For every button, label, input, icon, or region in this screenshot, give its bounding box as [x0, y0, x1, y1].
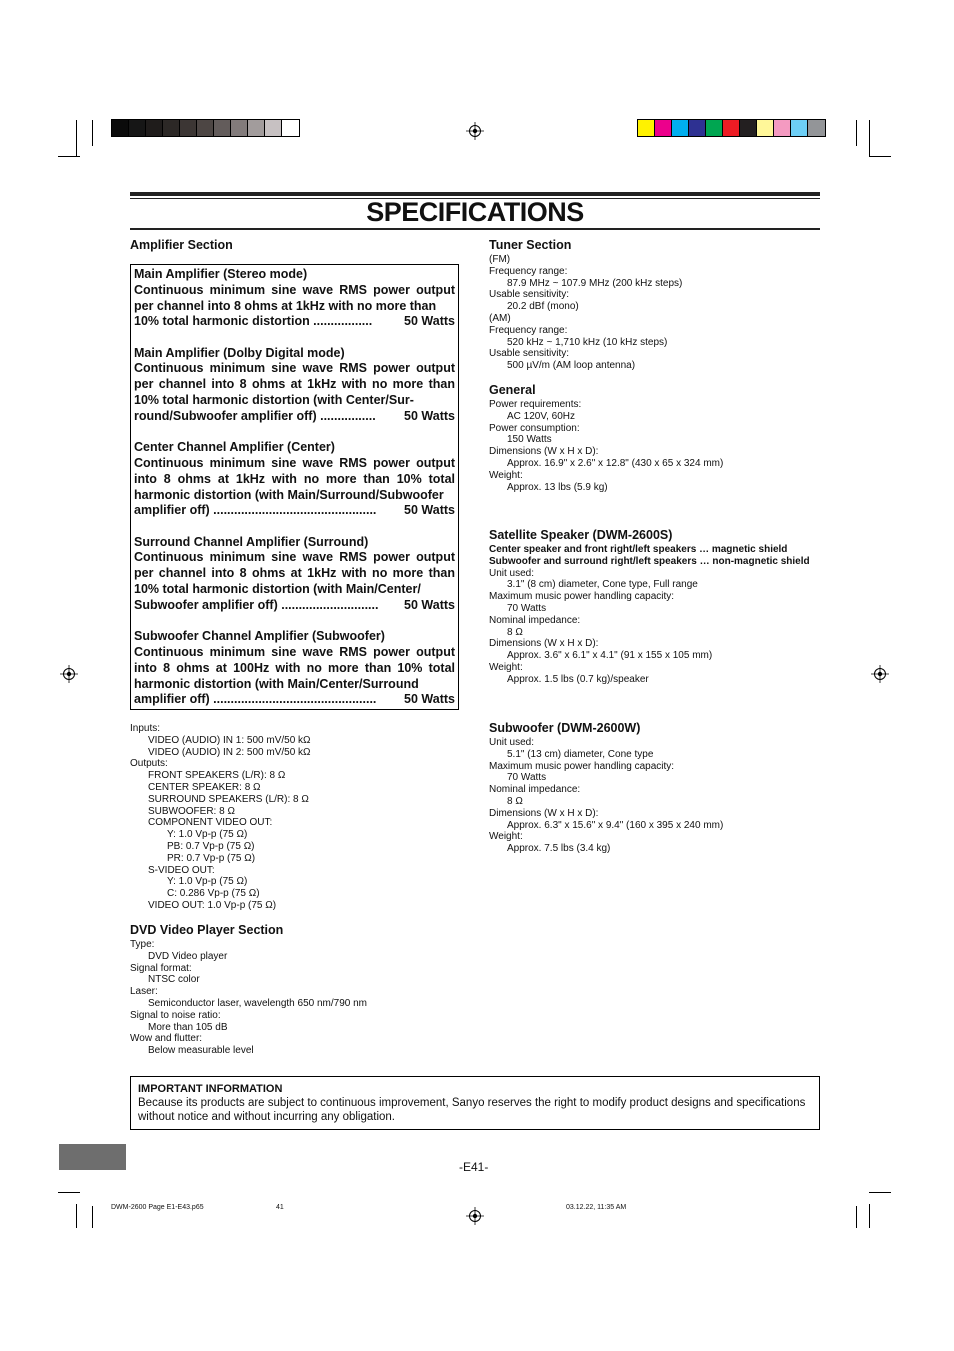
satellite-spec-list: [489, 544, 810, 686]
color-swatch: [672, 120, 689, 136]
spec-label: Signal to noise ratio:: [130, 1009, 221, 1021]
spec-label: Weight:: [489, 469, 523, 481]
spec-value: Y: 1.0 Vp-p (75 Ω): [167, 876, 248, 888]
registration-mark-icon: [871, 665, 889, 683]
satellite-spec-lines: [489, 568, 810, 686]
amplifier-block-text: Continuous minimum sine wave RMS power output per channel into 8 ohms at 1kHz with no more than 10% total harmonic distortion (with Center/Sur-: [134, 361, 455, 408]
spec-value: Semiconductor laser, wavelength 650 nm/790 nm: [148, 997, 368, 1009]
amplifier-block-heading: Main Amplifier (Dolby Digital mode): [134, 345, 345, 360]
spec-value: 8 Ω: [507, 795, 523, 807]
color-swatch: [757, 120, 774, 136]
spec-value: COMPONENT VIDEO OUT:: [148, 817, 273, 829]
color-swatch: [689, 120, 706, 136]
amplifier-block-text: Continuous minimum sine wave RMS power output per channel into 8 ohms at 1kHz with no more than 10% total harmonic distortion (with Main/Center/: [134, 550, 455, 597]
spec-value: 87.9 MHz ~ 107.9 MHz (200 kHz steps): [507, 277, 683, 289]
amplifier-spec-block: [134, 535, 455, 614]
color-swatch-strip: [637, 119, 826, 137]
spec-label: Power requirements:: [489, 399, 582, 410]
gray-tab-bar: [59, 1144, 126, 1170]
spec-label: Power consumption:: [489, 422, 580, 434]
satellite-shield-note: Subwoofer and surround right/left speakers … non-magnetic shield: [489, 555, 810, 567]
spec-value: PB: 0.7 Vp-p (75 Ω): [167, 840, 255, 852]
color-swatch: [655, 120, 672, 136]
spec-value: Y: 1.0 Vp-p (75 Ω): [167, 829, 248, 841]
spec-value: 520 kHz ~ 1,710 kHz (10 kHz steps): [507, 336, 668, 348]
subwoofer-section-heading: Subwoofer (DWM-2600W): [489, 721, 641, 735]
spec-value: AC 120V, 60Hz: [507, 410, 576, 422]
color-swatch: [180, 120, 197, 136]
spec-value: Approx. 7.5 lbs (3.4 kg): [507, 843, 611, 855]
spec-value: Below measurable level: [148, 1045, 254, 1057]
satellite-section-heading: Satellite Speaker (DWM-2600S): [489, 528, 673, 542]
footer-date: 03.12.22, 11:35 AM: [566, 1204, 627, 1211]
satellite-shield-note: Center speaker and front right/left speakers … magnetic shield: [489, 544, 788, 555]
spec-value: Approx. 1.5 lbs (0.7 kg)/speaker: [507, 673, 649, 685]
spec-value: CENTER SPEAKER: 8 Ω: [148, 781, 261, 793]
spec-label: Unit used:: [489, 737, 535, 748]
amplifier-spec-block: [134, 440, 455, 519]
spec-label: Maximum music power handling capacity:: [489, 760, 675, 772]
page-number: -E41-: [459, 1160, 489, 1174]
spec-value: Approx. 3.6" x 6.1" x 4.1" (91 x 155 x 105 mm): [507, 650, 713, 662]
spec-label: Dimensions (W x H x D):: [489, 446, 599, 458]
dvd-section-heading: DVD Video Player Section: [130, 923, 284, 937]
spec-value: 5.1" (13 cm) diameter, Cone type: [507, 748, 654, 760]
amplifier-power-rating-line: [134, 409, 455, 425]
amplifier-rating-watts: 50 Watts: [404, 597, 455, 612]
spec-value: VIDEO OUT: 1.0 Vp-p (75 Ω): [148, 899, 277, 911]
amplifier-power-rating-line: [134, 314, 455, 330]
spec-value: SURROUND SPEAKERS (L/R): 8 Ω: [148, 793, 309, 805]
spec-label: (FM): [489, 254, 511, 265]
color-swatch: [265, 120, 282, 136]
io-spec-list: [130, 723, 311, 912]
amplifier-block-text: Continuous minimum sine wave RMS power output per channel into 8 ohms at 1kHz with no more than: [134, 282, 455, 313]
important-information-heading: IMPORTANT INFORMATION: [138, 1083, 283, 1095]
spec-label: Usable sensitivity:: [489, 348, 570, 360]
dvd-spec-list: [130, 939, 367, 1057]
spec-label: Nominal impedance:: [489, 784, 581, 796]
subwoofer-spec-list: [489, 737, 723, 855]
spec-label: Weight:: [489, 831, 523, 843]
spec-value: FRONT SPEAKERS (L/R): 8 Ω: [148, 770, 286, 782]
color-swatch: [638, 120, 655, 136]
amplifier-block-heading: Main Amplifier (Stereo mode): [134, 267, 308, 281]
spec-label: Type:: [130, 939, 155, 950]
color-swatch: [723, 120, 740, 136]
registration-mark-icon: [466, 1207, 484, 1225]
spec-label: Weight:: [489, 661, 523, 673]
grayscale-swatch-strip: [111, 119, 300, 137]
spec-value: Approx. 16.9" x 2.6" x 12.8" (430 x 65 x 324 mm): [507, 457, 724, 469]
general-section-heading: General: [489, 383, 536, 397]
spec-value: S-VIDEO OUT:: [148, 864, 215, 876]
spec-value: More than 105 dB: [148, 1021, 228, 1033]
footer-page: 41: [276, 1204, 284, 1211]
registration-mark-icon: [466, 122, 484, 140]
color-swatch: [146, 120, 163, 136]
amplifier-block-text: Continuous minimum sine wave RMS power output into 8 ohms at 1kHz with no more than 10% total harmonic distortion (with Main/Surround/Subwoofer: [134, 455, 455, 502]
footer-filename: DWM-2600 Page E1-E43.p65: [111, 1204, 204, 1211]
amplifier-section-heading: Amplifier Section: [130, 238, 233, 252]
spec-label: Wow and flutter:: [130, 1033, 203, 1045]
spec-value: VIDEO (AUDIO) IN 2: 500 mV/50 kΩ: [148, 746, 311, 758]
registration-mark-icon: [60, 665, 78, 683]
color-swatch: [808, 120, 825, 136]
spec-value: Approx. 13 lbs (5.9 kg): [507, 481, 608, 493]
color-swatch: [282, 120, 299, 136]
spec-value: 3.1" (8 cm) diameter, Cone type, Full range: [507, 579, 698, 591]
spec-label: Inputs:: [130, 723, 161, 734]
spec-label: Signal format:: [130, 962, 192, 974]
spec-label: Dimensions (W x H x D):: [489, 638, 599, 650]
spec-value: DVD Video player: [148, 950, 228, 962]
color-swatch: [740, 120, 757, 136]
amplifier-rating-label: Subwoofer amplifier off) ............................: [134, 597, 379, 612]
spec-value: 500 µV/m (AM loop antenna): [507, 360, 636, 372]
spec-label: Unit used:: [489, 567, 535, 579]
color-swatch: [791, 120, 808, 136]
amplifier-power-rating-line: [134, 598, 455, 614]
title-rule-bottom: [130, 228, 820, 230]
color-swatch: [706, 120, 723, 136]
spec-value: 20.2 dBf (mono): [507, 301, 579, 313]
spec-label: Laser:: [130, 986, 158, 998]
amplifier-rating-watts: 50 Watts: [404, 314, 455, 329]
spec-label: Usable sensitivity:: [489, 289, 570, 301]
amplifier-rating-label: 10% total harmonic distortion .................: [134, 314, 373, 329]
important-information-text: Because its products are subject to continuous improvement, Sanyo reserves the right to modify product designs and specifications without notice and without incurring any obligation.: [138, 1097, 806, 1123]
amplifier-spec-block: [134, 267, 455, 330]
amplifier-block-heading: Subwoofer Channel Amplifier (Subwoofer): [134, 629, 385, 644]
spec-value: NTSC color: [148, 974, 200, 986]
spec-label: Nominal impedance:: [489, 614, 581, 626]
tuner-section-heading: Tuner Section: [489, 238, 572, 252]
amplifier-spec-block: [134, 629, 455, 708]
amplifier-rating-label: amplifier off) ...............................................: [134, 503, 377, 518]
amplifier-spec-box: [130, 264, 459, 710]
spec-value: PR: 0.7 Vp-p (75 Ω): [167, 852, 256, 864]
spec-value: C: 0.286 Vp-p (75 Ω): [167, 888, 260, 900]
color-swatch: [129, 120, 146, 136]
color-swatch: [231, 120, 248, 136]
page-title: SPECIFICATIONS: [366, 197, 584, 227]
general-spec-list: [489, 399, 723, 493]
amplifier-power-rating-line: [134, 692, 455, 708]
color-swatch: [163, 120, 180, 136]
amplifier-block-text: Continuous minimum sine wave RMS power output into 8 ohms at 100Hz with no more than 10% total harmonic distortion (with Main/Center/Surround: [134, 644, 455, 691]
important-information-box: [130, 1076, 820, 1130]
amplifier-rating-label: round/Subwoofer amplifier off) ................: [134, 408, 376, 423]
spec-label: Outputs:: [130, 758, 168, 770]
amplifier-rating-label: amplifier off) ...............................................: [134, 692, 377, 707]
color-swatch: [248, 120, 265, 136]
spec-value: SUBWOOFER: 8 Ω: [148, 805, 235, 817]
color-swatch: [774, 120, 791, 136]
spec-value: Approx. 6.3" x 15.6" x 9.4" (160 x 395 x 240 mm): [507, 819, 724, 831]
amplifier-rating-watts: 50 Watts: [404, 503, 455, 518]
amplifier-rating-watts: 50 Watts: [404, 408, 455, 423]
amplifier-block-heading: Surround Channel Amplifier (Surround): [134, 534, 369, 549]
spec-value: 70 Watts: [507, 602, 547, 614]
spec-label: (AM): [489, 312, 511, 324]
amplifier-rating-watts: 50 Watts: [404, 692, 455, 707]
amplifier-spec-block: [134, 346, 455, 425]
amplifier-block-heading: Center Channel Amplifier (Center): [134, 440, 335, 455]
spec-label: Maximum music power handling capacity:: [489, 591, 675, 603]
color-swatch: [214, 120, 231, 136]
spec-value: 70 Watts: [507, 772, 547, 784]
tuner-spec-list: [489, 254, 682, 372]
spec-value: 150 Watts: [507, 434, 552, 446]
spec-value: 8 Ω: [507, 626, 523, 638]
color-swatch: [112, 120, 129, 136]
amplifier-power-rating-line: [134, 503, 455, 519]
color-swatch: [197, 120, 214, 136]
spec-value: VIDEO (AUDIO) IN 1: 500 mV/50 kΩ: [148, 734, 311, 746]
spec-label: Frequency range:: [489, 324, 568, 336]
spec-label: Dimensions (W x H x D):: [489, 807, 599, 819]
spec-label: Frequency range:: [489, 265, 568, 277]
